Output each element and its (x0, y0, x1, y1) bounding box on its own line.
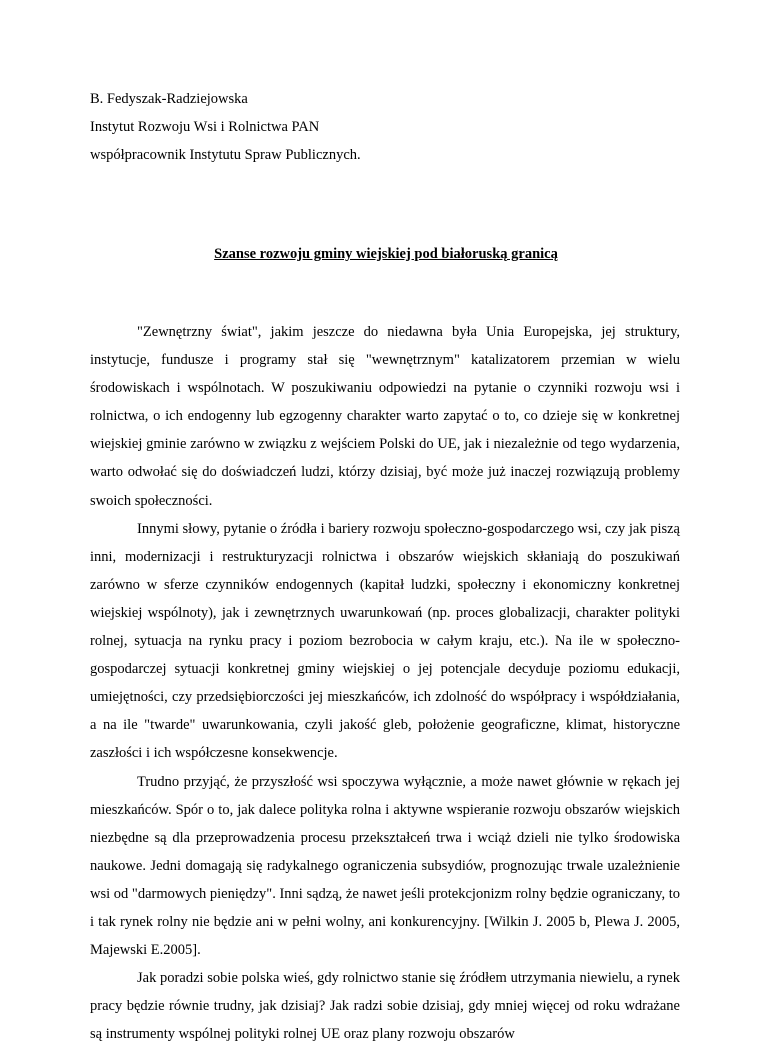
paragraph-4: Jak poradzi sobie polska wieś, gdy rolnictwo stanie się źródłem utrzymania niewielu, a rynek pracy będzie równie trudny, jak dzisiaj? Jak radzi sobie dzisiaj, gdy mniej więcej od roku wdrażane są instrumenty wspólnej polityki rolnej UE oraz plany rozwoju obszarów (90, 970, 680, 1043)
author-name: B. Fedyszak-Radziejowska (90, 91, 248, 107)
author-block (90, 85, 680, 169)
author-affiliation: współpracownik Instytutu Spraw Publicznych. (90, 147, 361, 163)
paragraph-2: Innymi słowy, pytanie o źródła i bariery rozwoju społeczno-gospodarczego wsi, czy jak piszą inni, modernizacji i restrukturyzacji rolnictwa i obszarów wiejskich skłaniają do poszukiwań zarówno w sferze czynników endogennych (kapitał ludzki, społeczny i ekonomiczny konkretnej wiejskiej wspólnoty), jak i zewnętrznych uwarunkowań (np. proces globalizacji, charakter polityki rolnej, sytuacja na rynku pracy i poziom bezrobocia w całym kraju, etc.). Na ile w społeczno-gospodarczej sytuacji konkretnej gminy wiejskiej o jej potencjale decyduje poziomu edukacji, umiejętności, czy przedsiębiorczości jej mieszkańców, ich zdolność do współpracy i współdziałania, a na ile "twarde" uwarunkowania, czyli jakość gleb, położenie geograficzne, klimat, historyczne zaszłości i ich współczesne konsekwencje. (90, 520, 680, 762)
document-body (90, 318, 680, 1048)
author-institute: Instytut Rozwoju Wsi i Rolnictwa PAN (90, 119, 320, 135)
paragraph-3: Trudno przyjąć, że przyszłość wsi spoczywa wyłącznie, a może nawet głównie w rękach jej mieszkańców. Spór o to, jak dalece polityka rolna i aktywne wspieranie rozwoju obszarów wiejskich niezbędne są dla przeprowadzenia procesu przekształceń trwa i wciąż dzieli nie tylko środowiska naukowe. Jedni domagają się radykalnego ograniczenia subsydiów, prognozując trwale uzależnienie wsi od "darmowych pieniędzy". Inni sądzą, że nawet jeśli protekcjonizm rolny będzie ograniczany, to i tak rynek rolny nie będzie ani w pełni wolny, ani konkurencyjny. [Wilkin J. 2005 b, Plewa J. 2005, Majewski E.2005]. (90, 773, 680, 959)
paragraph-1: "Zewnętrzny świat", jakim jeszcze do niedawna była Unia Europejska, jej struktury, instytucje, fundusze i programy stał się "wewnętrznym" katalizatorem przemian w wielu środowiskach i wspólnotach. W poszukiwaniu odpowiedzi na pytanie o czynniki rozwoju wsi i rolnictwa, o ich endogenny lub egzogenny charakter warto zapytać o to, co dzieje się w konkretnej wiejskiej gminie zarówno w związku z wejściem Polski do UE, jak i niezależnie od tego wydarzenia, warto odwołać się do doświadczeń ludzi, którzy dzisiaj, być może już inaczej rozwiązują problemy swoich społeczności. (90, 324, 680, 509)
document-title: Szanse rozwoju gminy wiejskiej pod białoruską granicą (214, 246, 558, 262)
